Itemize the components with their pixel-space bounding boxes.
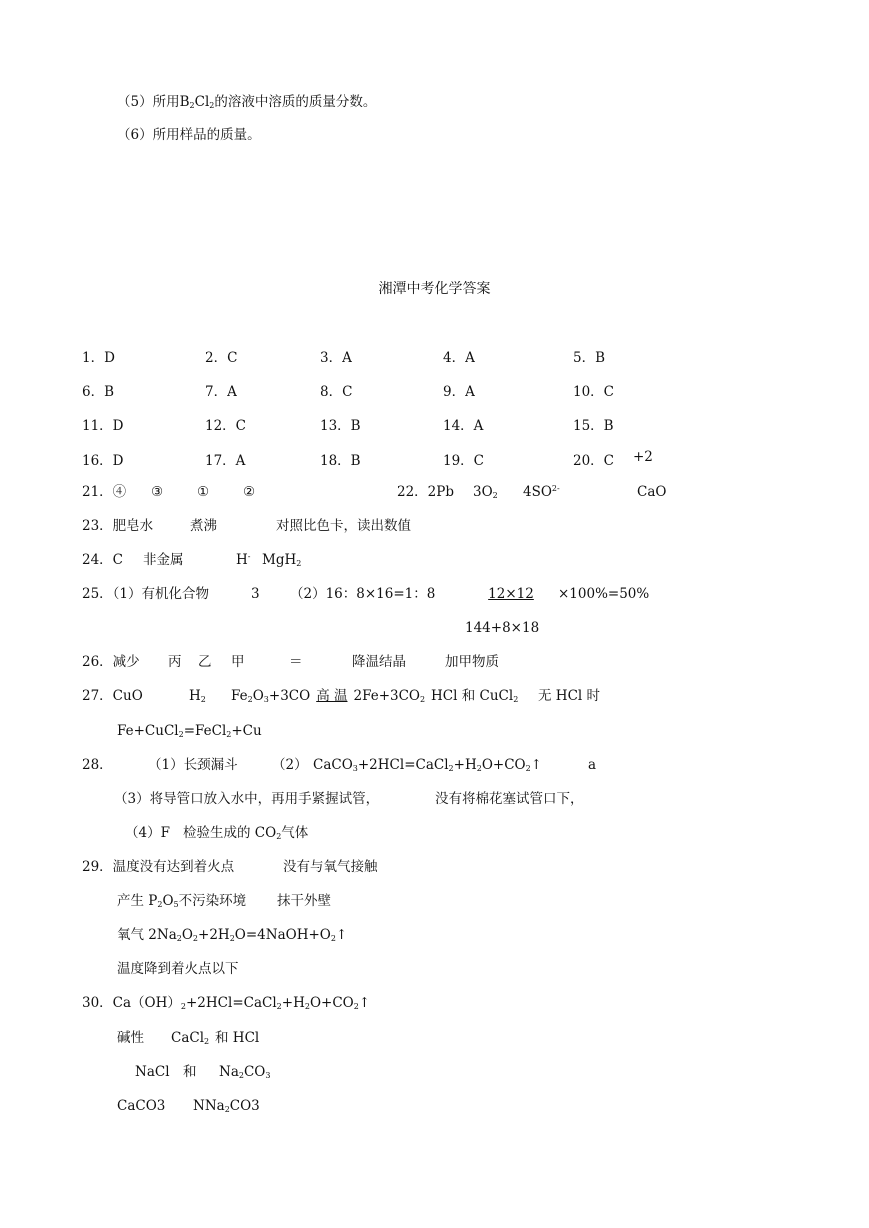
answer-26-g: 加甲物质 (445, 654, 499, 670)
answer-25-numerator: 12×12 (488, 586, 534, 602)
answer-item: 18．B (320, 453, 361, 469)
answer-27-b: $H_2$ (189, 688, 206, 704)
answer-25-tail: ×100%=50% (558, 586, 650, 602)
answer-item: 5．B (573, 350, 606, 366)
answer-30-line2a: 碱性 (117, 1030, 144, 1046)
answer-28-line3b: 检验生成的 $CO_2$气体 (183, 825, 309, 841)
answer-item: 14．A (443, 418, 484, 434)
answer-21-c: ① (197, 484, 210, 500)
answer-28-d: $CaCO_3+2HCl=CaCl_2+H_2O+CO_2↑$ (313, 757, 543, 773)
answer-23-b: 煮沸 (190, 518, 217, 534)
answer-25-denominator: 144+8×18 (465, 620, 540, 636)
answer-26-c: 乙 (198, 654, 212, 670)
answer-28-b: （1）长颈漏斗 (148, 757, 238, 773)
answer-27-e: 无 HCl 时 (538, 688, 601, 704)
answer-item: 12．C (205, 418, 247, 434)
answer-30-line2c: 和 HCl (215, 1030, 260, 1046)
answer-23-a: 23．肥皂水 (82, 518, 154, 534)
answer-28-line2b: 没有将棉花塞试管口下， (435, 791, 584, 807)
answer-27-a: 27．CuO (82, 688, 143, 704)
answer-24-d: MgH$_2$ (262, 552, 302, 568)
answer-21-d: ② (243, 484, 256, 500)
answer-26-d: 甲 (231, 654, 245, 670)
answer-28-c: （2） (272, 757, 308, 773)
answer-26-b: 丙 (168, 654, 182, 670)
answer-27-line2: Fe+CuCl$_2$=FeCl$_2$+Cu (117, 723, 262, 739)
answer-28-line3a: （4）F (125, 825, 170, 841)
answer-30-line3c: $Na_2CO_3$ (219, 1064, 271, 1080)
answer-22-a: 22．2Pb (397, 484, 454, 500)
answer-item: 19．C (443, 453, 485, 469)
answer-22-b: $3O_2$ (473, 484, 498, 500)
answer-29-line4: 温度降到着火点以下 (117, 961, 239, 977)
answer-29-a: 29．温度没有达到着火点 (82, 859, 235, 875)
answer-24-b: 非金属 (143, 552, 184, 568)
answer-item: 20．C (573, 453, 615, 469)
answer-item: 7．A (205, 384, 237, 400)
answer-item: 4．A (443, 350, 475, 366)
answer-item: 16．D (82, 453, 124, 469)
question-6: （6）所用样品的质量。 (117, 127, 261, 143)
answer-28-line2a: （3）将导管口放入水中，再用手紧握试管， (114, 791, 380, 807)
answer-item: 6．B (82, 384, 115, 400)
answer-30-line2b: CaCl$_2$ (171, 1030, 210, 1046)
answer-25-a: 25．（1）有机化合物 (82, 586, 210, 602)
answer-24-a: 24．C (82, 552, 124, 568)
answer-30-line4a: CaCO3 (117, 1098, 166, 1114)
answer-29-line2d: 抹干外壁 (277, 893, 331, 909)
answer-22-d: CaO (637, 484, 667, 500)
answer-21-a: 21．④ (82, 484, 127, 500)
answer-20-valence: +2 (633, 449, 653, 465)
answer-21-b: ③ (151, 484, 164, 500)
answer-item: 2．C (205, 350, 238, 366)
answer-24-c: H- (236, 552, 251, 568)
answer-item: 3．A (320, 350, 352, 366)
answer-29-line3: 氧气 $2Na_2O_2+2H_2O=4NaOH+O_2↑$ (117, 927, 348, 943)
answer-item: 15．B (573, 418, 614, 434)
reaction-condition: 高 温 (316, 688, 348, 704)
answer-30-line4b: NNa$_2$CO3 (193, 1098, 260, 1114)
answer-29-b: 没有与氧气接触 (283, 859, 378, 875)
answer-item: 9．A (443, 384, 475, 400)
answer-item: 11．D (82, 418, 124, 434)
answer-item: 1．D (82, 350, 115, 366)
answer-23-c: 对照比色卡，读出数值 (276, 518, 411, 534)
answer-29-line2: 产生 $P_2O_5$不污染环境 (117, 893, 247, 909)
answer-item: 13．B (320, 418, 361, 434)
answer-30-line3b: 和 (183, 1064, 197, 1080)
answer-25-c: （2）16：8×16=1：8 (290, 586, 436, 602)
answer-28-a: 28． (82, 757, 113, 773)
answer-22-c: $4SO^{2-}$ (523, 484, 560, 500)
answer-25-b: 3 (251, 586, 260, 602)
answer-28-e: a (588, 757, 597, 773)
page-title: 湘潭中考化学答案 (378, 281, 491, 297)
answer-26-e: ＝ (289, 654, 303, 670)
answer-item: 10．C (573, 384, 615, 400)
answer-item: 17．A (205, 453, 246, 469)
answer-27-c: $Fe_2O_3+3CO$ 高 温 $2Fe+3CO_2$ (231, 688, 426, 704)
answer-26-a: 26．减少 (82, 654, 140, 670)
question-5: （5）所用$B_2Cl_2$的溶液中溶质的质量分数。 (117, 94, 377, 110)
answer-30-line1: 30．$Ca(OH)_2+2HCl=CaCl_2+H_2O+CO_2↑$ (82, 995, 371, 1011)
answer-26-f: 降温结晶 (352, 654, 406, 670)
answer-item: 8．C (320, 384, 353, 400)
answer-27-d: HCl 和 CuCl$_2$ (431, 688, 519, 704)
answer-30-line3a: NaCl (135, 1064, 170, 1080)
